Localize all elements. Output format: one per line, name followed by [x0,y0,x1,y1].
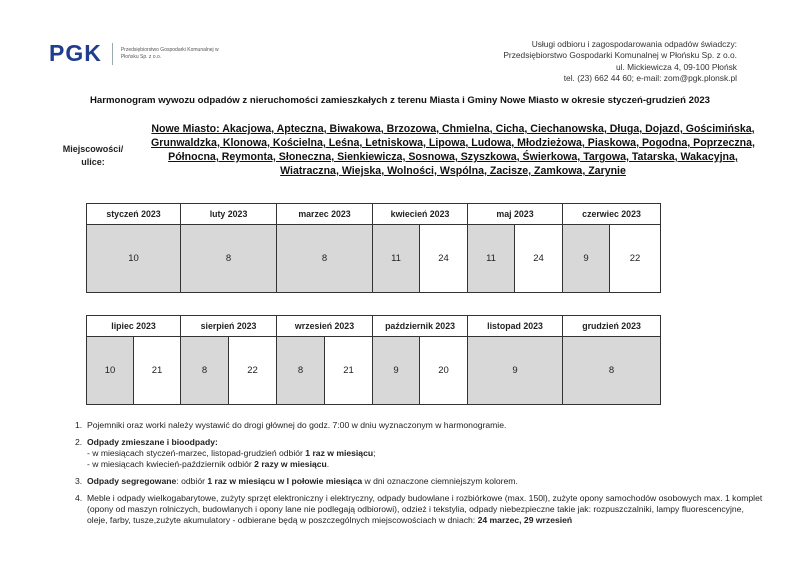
schedule-table-h1 [86,203,661,293]
month-header: maj 2023 [468,204,563,225]
contact-line: Przedsiębiorstwo Gospodarki Komunalnej w Płońsku Sp. z o.o. [503,50,737,61]
pickup-day: 10 [87,337,134,405]
pickup-day: 8 [181,337,229,405]
note-bold: 1 raz w miesiącu [305,448,374,458]
notes-list [75,420,765,532]
note-text: ; [373,448,376,458]
note-text: Pojemniki oraz worki należy wystawić do drogi głównej do godz. 7:00 w dniu wyznaczonym w harmonogramie. [87,420,507,430]
pickup-day: 10 [87,225,181,293]
month-header: styczeń 2023 [87,204,181,225]
contact-line: tel. (23) 662 44 60; e-mail: zom@pgk.plonsk.pl [563,72,737,83]
contact-line: ul. Mickiewicza 4, 09-100 Płońsk [615,61,737,72]
note-item [75,476,765,487]
note-number: 3. [75,476,83,486]
pickup-day: 9 [468,337,563,405]
note-bold: 24 marzec, 29 wrzesień [477,515,573,525]
note-bold: 1 raz w miesiącu w I połowie miesiąca [207,476,363,486]
note-title: Odpady zmieszane i bioodpady: [87,437,218,447]
pickup-day: 24 [515,225,563,293]
note-number: 4. [75,493,83,503]
pickup-day: 8 [181,225,277,293]
pickup-day: 11 [468,225,515,293]
logo-separator [112,43,113,65]
contact-line: Usługi odbioru i zagospodarowania odpadów świadczy: [531,39,737,49]
pickup-day: 22 [610,225,661,293]
note-text: . [326,459,330,469]
month-header: czerwiec 2023 [563,204,661,225]
month-header: luty 2023 [181,204,277,225]
month-header: sierpień 2023 [181,316,277,337]
month-header: listopad 2023 [468,316,563,337]
pickup-day: 24 [420,225,468,293]
pickup-day: 9 [373,337,420,405]
month-header: wrzesień 2023 [277,316,373,337]
pickup-day: 8 [277,225,373,293]
contact-block [503,39,737,84]
pickup-day: 8 [277,337,325,405]
note-text: w dni oznaczone ciemniejszym kolorem. [362,476,518,486]
location-label: Miejscowości/ ulice: [62,144,124,167]
pickup-day: 8 [563,337,661,405]
month-header: lipiec 2023 [87,316,181,337]
pgk-logo [49,40,231,67]
pickup-day: 21 [134,337,181,405]
pickup-day: 22 [229,337,277,405]
note-title: Odpady segregowane [87,476,177,486]
month-header: październik 2023 [373,316,468,337]
month-header: marzec 2023 [277,204,373,225]
note-item [75,437,765,470]
note-item [75,493,765,526]
pickup-day: 20 [420,337,468,405]
note-text: Meble i odpady wielkogabarytowe, zużyty sprzęt elektroniczny i elektryczny, odpady budowlane i rozbiórkowe (max. 150l), zużyte opony samochodów osobowych max. 1 komplet (opony od maszyn rolniczych, budowlanych i opony lane nie podlegają odbiorowi), odzież i tekstylia, odpady niebezpieczne takie jak: rozpuszczalniki, lampy fluorescencyjne, oleje, farby, tusze,zużyte akumulatory - odbierane będą w poszczególnych miejscowościach w dniach: [87,493,763,525]
note-item [75,420,765,431]
note-bold: 2 razy w miesiącu [254,459,327,469]
page-title: Harmonogram wywozu odpadów z nieruchomości zamieszkałych z terenu Miasta i Gminy Nowe Miasto w okresie styczeń-grudzień 2023 [89,95,711,106]
pickup-day: 11 [373,225,420,293]
note-number: 2. [75,437,83,447]
pickup-day: 9 [563,225,610,293]
streets-list: Nowe Miasto: Akacjowa, Apteczna, Biwakowa, Brzozowa, Chmielna, Cicha, Ciechanowska, Długa, Dojazd, Gościmińska, Grunwaldzka, Klonowa, Kościelna, Leśna, Letniskowa, Lipowa, Ludowa, Młodzieżowa, Piaskowa, Pogodna, Poprzeczna, Północna, Reymonta, Słoneczna, Sienkiewicza, Sosnowa, Szyszkowa, Świerkowa, Targowa, Tatarska, Wakacyjna, Wiatraczna, Wiejska, Wolności, Wspólna, Zacisze, Zamkowa, Zarynie [151,123,755,177]
note-text: : odbiór [176,476,208,486]
month-header: kwiecień 2023 [373,204,468,225]
schedule-table-h2 [86,315,661,405]
logo-mark: PGK [49,40,102,66]
note-number: 1. [75,420,83,430]
month-header: grudzień 2023 [563,316,661,337]
note-text: - w miesiącach kwiecień-październik odbiór [87,459,255,469]
note-body [87,437,376,470]
logo-company-name: Przedsiębiorstwo Gospodarki Komunalnej w Płońsku Sp. z o.o. [120,46,219,60]
pickup-day: 21 [325,337,373,405]
note-text: - w miesiącach styczeń-marzec, listopad-grudzień odbiór [87,448,306,458]
